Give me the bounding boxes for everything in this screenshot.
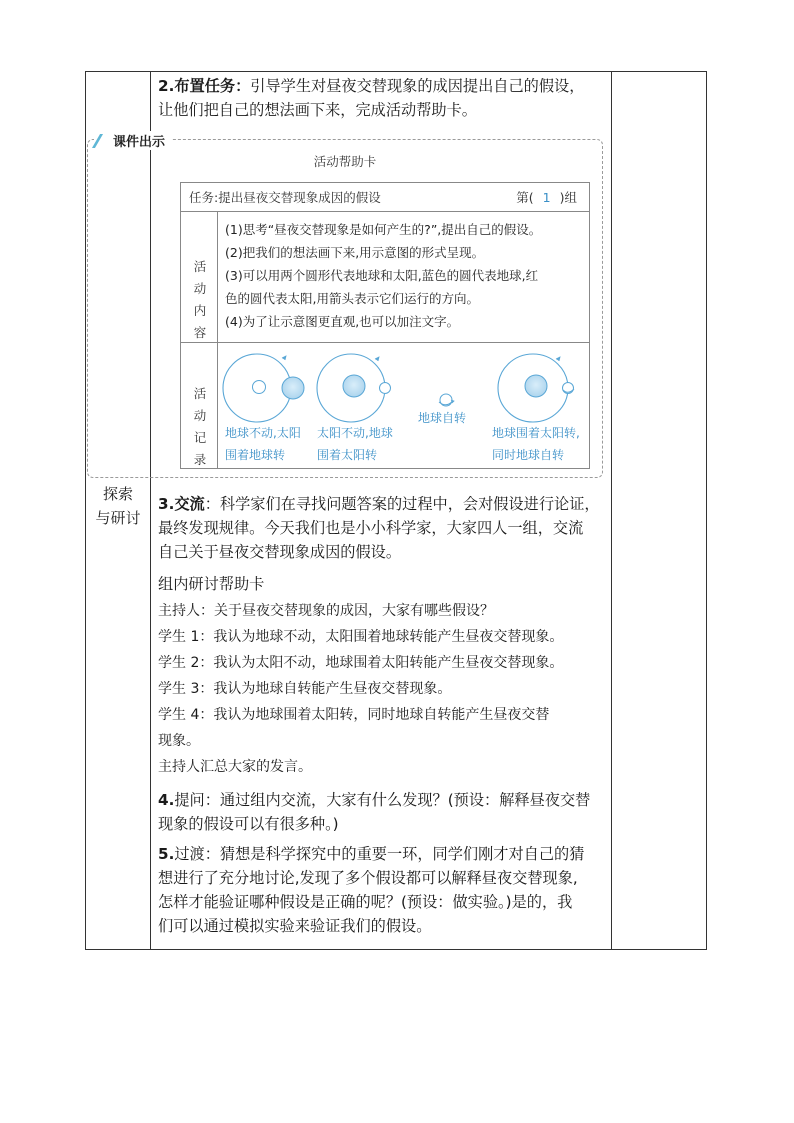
item-2-line2: 让他们把自己的想法画下来，完成活动帮助卡。: [158, 101, 477, 119]
item-5-line2: 想进行了充分地讨论,发现了多个假设都可以解释昼夜交替现象,: [158, 869, 578, 887]
item-5-line1: 过渡：猜想是科学探究中的重要一环，同学们刚才对自己的猜: [174, 845, 585, 863]
section-label-line1: 探索: [102, 485, 133, 503]
item-2-lead: 2.布置任务：: [158, 77, 251, 95]
content-line-3: (3)可以用两个圆形代表地球和太阳,蓝色的圆代表地球,红: [225, 268, 539, 283]
discussion-line-summary: 主持人汇总大家的发言。: [158, 759, 312, 775]
content-line-5: (4)为了让示意图更直观,也可以加注文字。: [225, 314, 460, 329]
item-3-line3: 自己关于昼夜交替现象成因的假设。: [158, 543, 401, 561]
item-3: [158, 492, 614, 564]
diagram-orbit-and-rotation: [498, 354, 574, 422]
caption-3: [418, 407, 466, 429]
diagram-sun-fixed: [317, 354, 391, 422]
discussion-card-title: 组内研讨帮助卡: [158, 575, 265, 593]
item-4-lead: 4.: [158, 791, 175, 809]
discussion-card: [158, 572, 614, 780]
caption-2-line1: 太阳不动,地球: [317, 426, 393, 440]
content-label: [188, 256, 212, 344]
discussion-line-student4-cont: 现象。: [158, 733, 200, 749]
record-label-line2: 记录: [193, 430, 207, 467]
caption-1-line2: 围着地球转: [225, 448, 286, 462]
content-label-line1: 活动: [193, 259, 207, 296]
item-3-line2: 最终发现规律。今天我们也是小小科学家，大家四人一组，交流: [158, 519, 584, 537]
caption-3-line1: 地球自转: [418, 411, 467, 425]
group-number-value: 1: [542, 190, 551, 205]
section-label-line2: 与研讨: [95, 509, 141, 527]
content-line-2: (2)把我们的想法画下来,用示意图的形式呈现。: [225, 245, 485, 260]
record-label-line1: 活动: [193, 386, 207, 423]
discussion-line-student3: 学生 3：我认为地球自转能产生昼夜交替现象。: [158, 681, 452, 697]
courseware-tag-text: 课件出示: [113, 135, 166, 150]
courseware-tag: [94, 131, 171, 150]
caption-2-line2: 围着太阳转: [317, 448, 378, 462]
item-5-line3: 怎样才能验证哪种假设是正确的呢？(预设：做实验。)是的，我: [158, 893, 573, 911]
discussion-line-student4: 学生 4：我认为地球围着太阳转，同时地球自转能产生昼夜交替: [158, 707, 550, 723]
group-prefix: 第(: [516, 190, 534, 205]
item-2-line1: 引导学生对昼夜交替现象的成因提出自己的假设，: [250, 77, 585, 95]
activity-card-table: [180, 182, 590, 469]
discussion-line-student2: 学生 2：我认为太阳不动，地球围着太阳转能产生昼夜交替现象。: [158, 655, 564, 671]
item-4-line1b: 解释昼夜交替: [499, 791, 591, 809]
item-3-line1: ：科学家们在寻找问题答案的过程中，会对假设进行论证，: [204, 495, 600, 513]
slash-icon: [92, 134, 113, 148]
item-4: [158, 788, 614, 836]
item-4-line1a: 提问：通过组内交流，大家有什么发现？(预设：: [174, 791, 500, 809]
discussion-line-student1: 学生 1：我认为地球不动，太阳围着地球转能产生昼夜交替现象。: [158, 629, 564, 645]
activity-card-title: 活动帮助卡: [313, 154, 377, 169]
item-5: [158, 842, 614, 938]
section-label: [86, 482, 150, 530]
item-5-lead: 5.: [158, 845, 175, 863]
content-line-4: 色的圆代表太阳,用箭头表示它们运行的方向。: [225, 291, 479, 306]
caption-1: [225, 422, 301, 466]
caption-4-line2: 同时地球自转: [492, 448, 565, 462]
group-number: [516, 188, 577, 206]
discussion-line-host: 主持人：关于昼夜交替现象的成因，大家有哪些假设？: [158, 603, 494, 619]
row-divider-1: [181, 211, 589, 212]
item-4-line2: 现象的假设可以有很多种。): [158, 815, 339, 833]
content-line-1: (1)思考“昼夜交替现象是如何产生的?”,提出自己的假设。: [225, 222, 542, 237]
task-label: 任务:提出昼夜交替现象成因的假设: [189, 190, 381, 205]
diagram-earth-rotation: [439, 394, 454, 406]
diagram-earth-fixed: [223, 354, 304, 422]
item-2: [158, 74, 608, 122]
group-suffix: )组: [559, 190, 577, 205]
item-3-lead: 3.交流: [158, 495, 205, 513]
caption-1-line1: 地球不动,太阳: [225, 426, 301, 440]
caption-2: [317, 422, 393, 466]
item-5-line4: 们可以通过模拟实验来验证我们的假设。: [158, 917, 432, 935]
content-label-line2: 内容: [193, 303, 207, 340]
caption-4: [492, 422, 580, 466]
caption-4-line1: 地球围着太阳转,: [492, 426, 580, 440]
